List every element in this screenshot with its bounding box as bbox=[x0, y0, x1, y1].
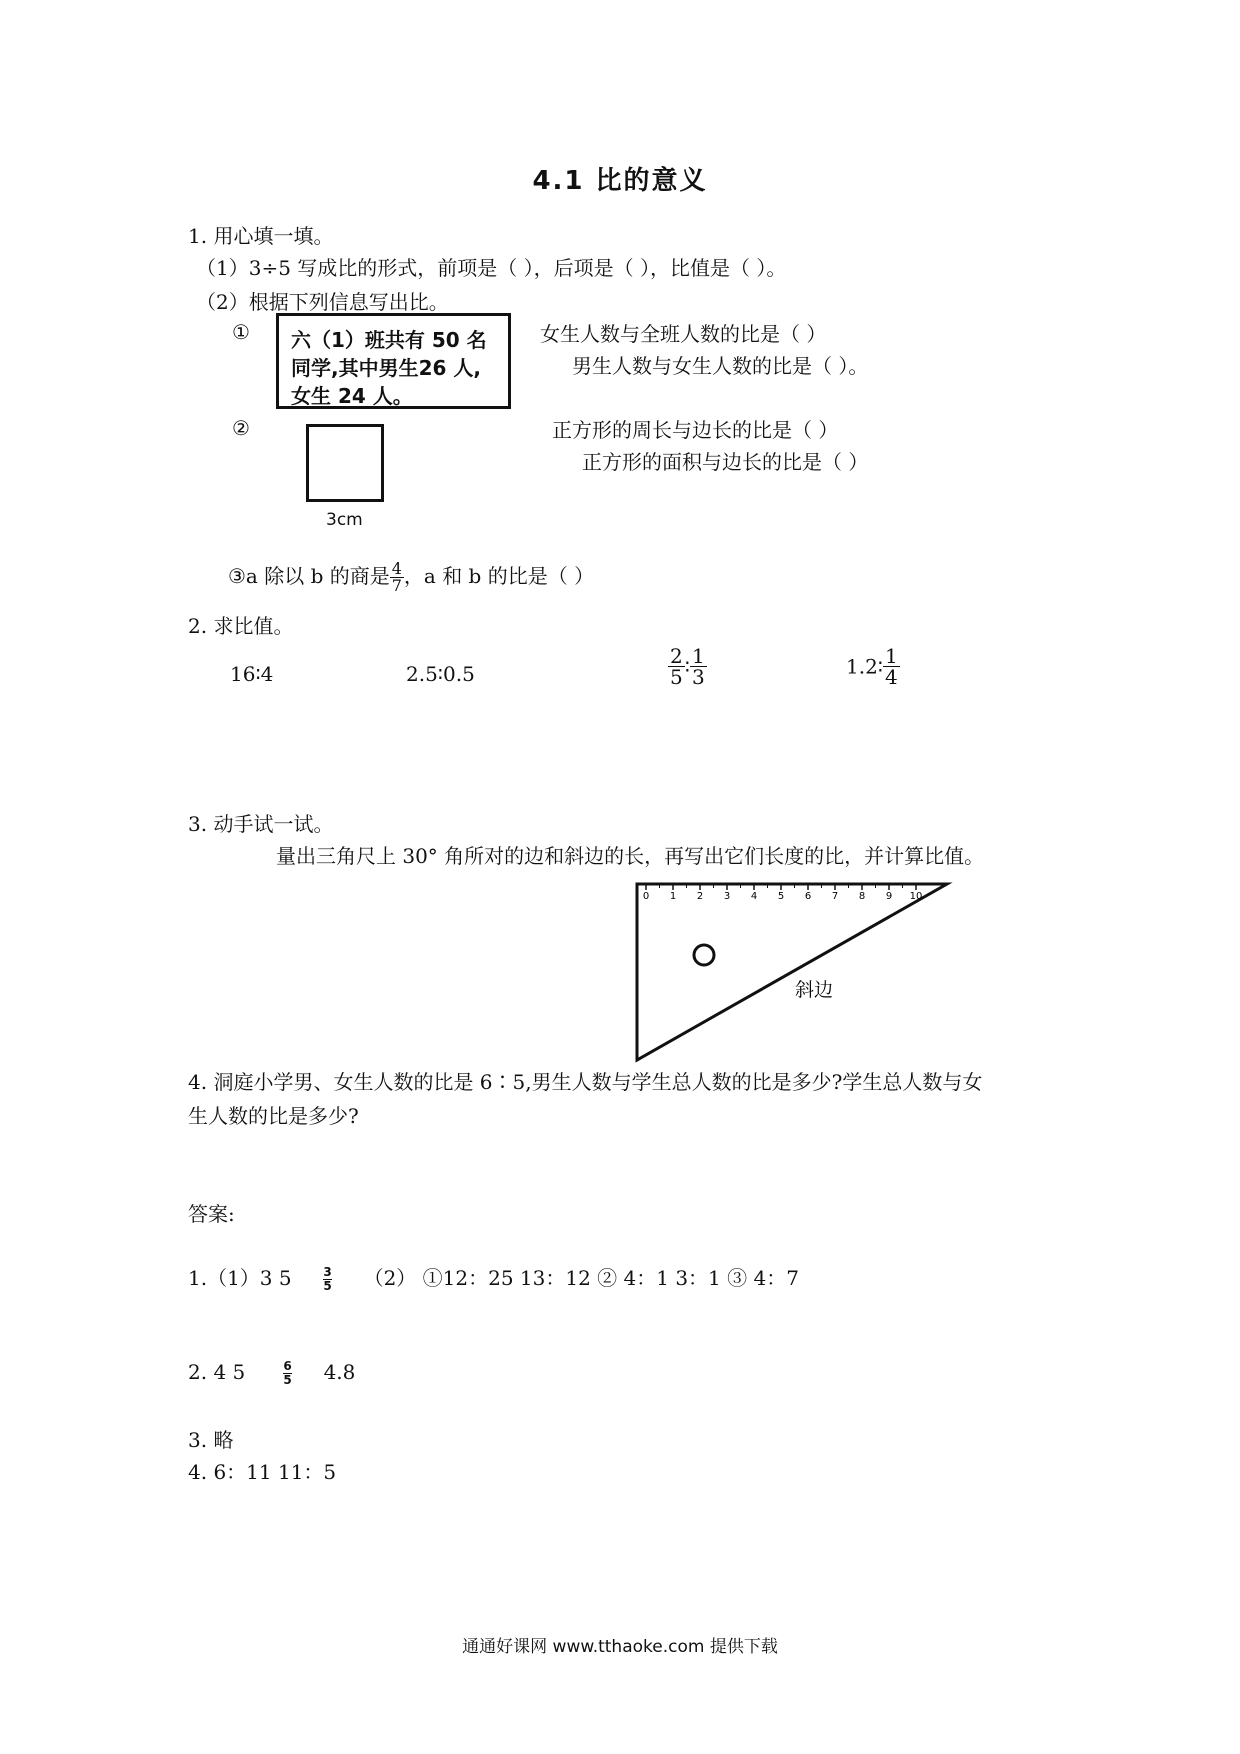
ruler-tick-label: 10 bbox=[909, 891, 923, 902]
triangle-ruler-figure bbox=[620, 878, 960, 1068]
ratio-expression-1: 16∶4 bbox=[230, 662, 274, 686]
ruler-tick-label: 4 bbox=[750, 891, 758, 902]
fraction-denominator: 4 bbox=[885, 665, 898, 689]
ruler-tick-label: 2 bbox=[696, 891, 704, 902]
answer-3: 3. 略 bbox=[188, 1428, 234, 1452]
ratio-expression-4 bbox=[846, 646, 900, 687]
ruler-tick-label: 3 bbox=[723, 891, 731, 902]
q1-heading: 1. 用心填一填。 bbox=[188, 224, 334, 248]
answer-1 bbox=[188, 1262, 799, 1293]
item1-question-a: 女生人数与全班人数的比是（ ） bbox=[540, 322, 827, 346]
ruler-tick-label: 7 bbox=[831, 891, 839, 902]
fraction-numerator: 1 bbox=[691, 644, 705, 668]
ratio-lead: 1.2∶ bbox=[846, 654, 884, 679]
answer-2-part-b: 4.8 bbox=[323, 1360, 356, 1384]
info-box-line: 六（1）班共有 50 名 bbox=[291, 328, 487, 352]
q2-heading: 2. 求比值。 bbox=[188, 614, 294, 638]
footer-text: 通通好课网 www.tthaoke.com 提供下载 bbox=[462, 1637, 778, 1657]
fraction-denominator: 5 bbox=[283, 1373, 292, 1387]
fraction-denominator: 7 bbox=[391, 576, 402, 595]
fraction-numerator: 4 bbox=[391, 559, 402, 578]
ruler-tick-label: 1 bbox=[669, 891, 677, 902]
small-fraction bbox=[283, 1360, 291, 1386]
fraction-denominator: 5 bbox=[323, 1279, 332, 1293]
info-box bbox=[276, 313, 511, 409]
answers-heading: 答案: bbox=[188, 1202, 235, 1226]
ratio-expression-2: 2.5∶0.5 bbox=[406, 662, 475, 686]
ruler-tick-label: 9 bbox=[885, 891, 893, 902]
item3-text-before: ③a 除以 b 的商是 bbox=[228, 564, 390, 588]
small-fraction bbox=[323, 1266, 331, 1292]
ruler-tick-label: 0 bbox=[642, 891, 650, 902]
info-box-line: 女生 24 人。 bbox=[291, 384, 413, 408]
answer-2 bbox=[188, 1360, 355, 1387]
ruler-tick-label: 5 bbox=[777, 891, 785, 902]
q1-part2: （2）根据下列信息写出比。 bbox=[196, 290, 449, 314]
item1-marker: ① bbox=[232, 320, 250, 344]
answer-1-part-b: （2） ①12：25 13：12 ② 4：1 3：1 ③ 4：7 bbox=[363, 1266, 799, 1290]
ratio-sign: ∶ bbox=[684, 654, 690, 679]
q3-heading: 3. 动手试一试。 bbox=[188, 812, 334, 836]
ruler-scale bbox=[643, 884, 923, 902]
answer-2-part-a: 2. 4 5 bbox=[188, 1360, 246, 1384]
square-side-label: 3cm bbox=[326, 510, 363, 530]
ruler-tick-label: 8 bbox=[858, 891, 866, 902]
q1-part1: （1）3÷5 写成比的形式，前项是（ ），后项是（ ），比值是（ ）。 bbox=[196, 256, 787, 280]
ratio-expression-3 bbox=[668, 646, 707, 687]
item2-question-b: 正方形的面积与边长的比是（ ） bbox=[582, 450, 869, 474]
fraction bbox=[390, 561, 404, 594]
q4-line-1: 4. 洞庭小学男、女生人数的比是 6∶5,男生人数与学生总人数的比是多少?学生总人数与女 bbox=[188, 1070, 983, 1094]
fraction-numerator: 2 bbox=[670, 644, 683, 668]
item3-text-after: ，a 和 b 的比是（ ） bbox=[403, 564, 595, 588]
fraction-numerator: 6 bbox=[283, 1359, 292, 1374]
fraction-numerator: 3 bbox=[323, 1265, 332, 1280]
fraction bbox=[883, 646, 900, 687]
triangle-outline bbox=[637, 884, 947, 1060]
fraction bbox=[690, 646, 707, 687]
ruler-hole bbox=[694, 945, 714, 965]
answer-4: 4. 6：11 11：5 bbox=[188, 1460, 337, 1484]
fraction bbox=[668, 646, 685, 687]
info-box-line: 同学,其中男生26 人, bbox=[291, 356, 481, 380]
q3-instruction: 量出三角尺上 30° 角所对的边和斜边的长，再写出它们长度的比，并计算比值。 bbox=[276, 844, 985, 868]
fraction-denominator: 3 bbox=[691, 665, 705, 689]
square-figure bbox=[306, 424, 384, 502]
fraction-numerator: 1 bbox=[885, 644, 898, 668]
q4-line-2: 生人数的比是多少? bbox=[188, 1104, 359, 1128]
hypotenuse-label: 斜边 bbox=[795, 979, 834, 1001]
item3-question bbox=[228, 560, 594, 594]
item2-question-a: 正方形的周长与边长的比是（ ） bbox=[552, 418, 839, 442]
page-title: 4.1 比的意义 bbox=[532, 166, 708, 196]
ruler-tick-label: 6 bbox=[804, 891, 812, 902]
item1-question-b: 男生人数与女生人数的比是（ ）。 bbox=[572, 354, 869, 378]
answer-1-part-a: 1.（1）3 5 bbox=[188, 1266, 292, 1290]
item2-marker: ② bbox=[232, 416, 250, 440]
fraction-denominator: 5 bbox=[670, 665, 683, 689]
